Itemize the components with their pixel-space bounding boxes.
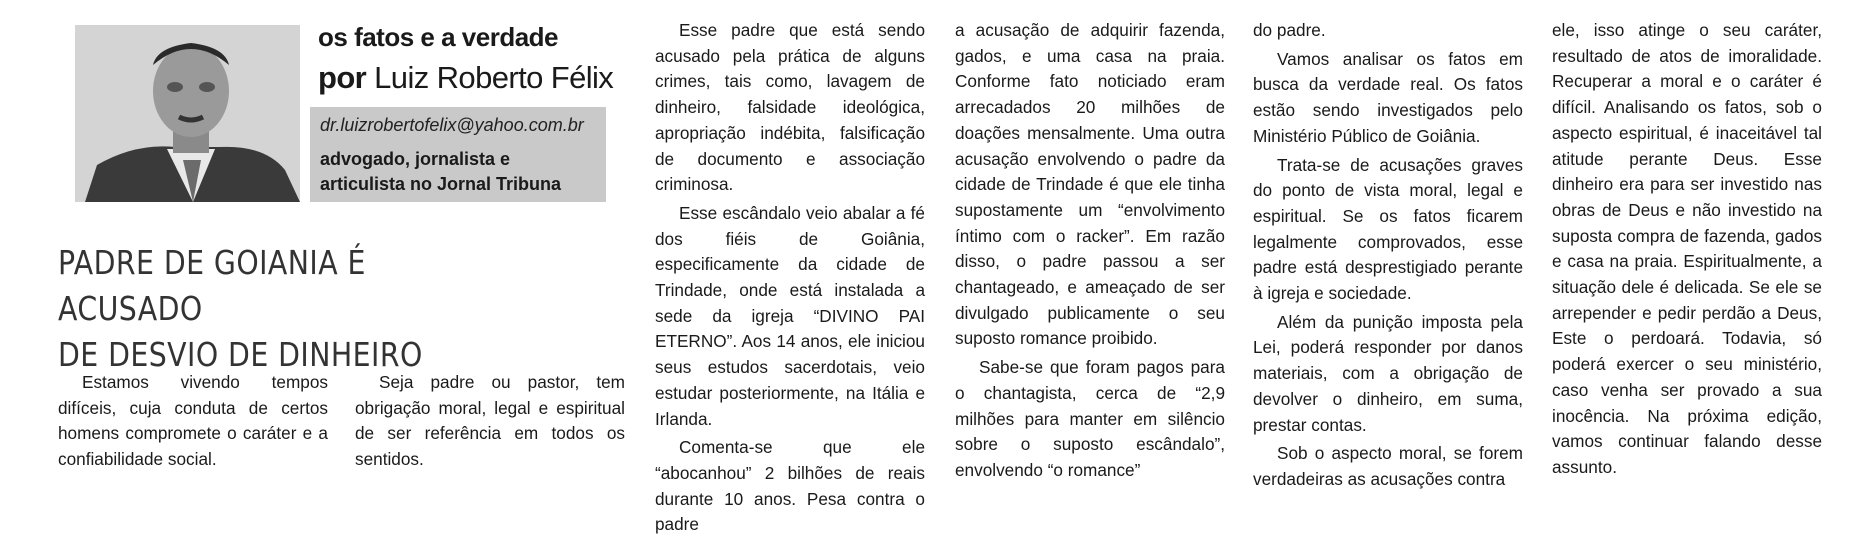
paragraph-continued: a acusação de adquirir fazenda, gados, e uma casa na praia. Conforme fato noticiado eram arrecadados 20 milhões de doações mensalmente. Uma outra acusação envolvendo o padre da cidade de Trindade é que ele tinha supostamente um “envolvimento íntimo com o racker”. Em razão disso, o padre passou a ser chantageado, e ameaçado de ser divulgado publicamente o seu suposto romance proibido. <box>955 20 1225 349</box>
author-email: dr.luizrobertofelix@yahoo.com.br <box>320 115 584 135</box>
byline <box>318 22 618 98</box>
headline-line: PADRE DE GOIANIA É ACUSADO <box>58 243 366 328</box>
text-column-4 <box>955 18 1225 487</box>
author-line <box>318 58 618 98</box>
author-role-line: articulista no Jornal Tribuna <box>320 174 562 194</box>
paragraph: Vamos analisar os fatos em busca da verdade real. Os fatos estão sendo investigados pelo Ministério Público de Goiânia. <box>1253 48 1523 146</box>
author-info-box <box>310 107 606 202</box>
article-headline <box>58 240 505 378</box>
author-role-line: advogado, jornalista e <box>320 149 511 169</box>
text-column-1 <box>58 370 328 476</box>
paragraph: Sob o aspecto moral, se forem verdadeiras as acusações contra <box>1253 443 1523 489</box>
paragraph: Além da punição imposta pela Lei, poderá responder por danos materiais, com a obrigação de devolver o dinheiro, em suma, prestar contas. <box>1253 311 1523 435</box>
headline-line: DE DESVIO DE DINHEIRO <box>58 335 423 374</box>
paragraph: Comenta-se que ele “abocanhou” 2 bilhões de reais durante 10 anos. Pesa contra o padre <box>655 437 925 535</box>
column-kicker: os fatos e a verdade <box>318 22 558 52</box>
paragraph: Seja padre ou pastor, tem obrigação moral, legal e espiritual de ser referência em todos os sentidos. <box>355 372 625 470</box>
paragraph-continued: do padre. <box>1253 20 1326 40</box>
author-name: Luiz Roberto Félix <box>374 60 614 95</box>
author-role <box>320 147 600 197</box>
author-photo <box>75 25 300 202</box>
text-column-5 <box>1253 18 1523 496</box>
paragraph: Esse escândalo veio abalar a fé dos fiéis de Goiânia, especificamente da cidade de Trindade, onde está instalada a sede da igreja “DIVINO PAI ETERNO”. Aos 14 anos, ele iniciou seus estudos sacerdotais, veio estudar posteriormente, na Itália e Irlanda. <box>655 202 925 429</box>
paragraph: Esse padre que está sendo acusado pela prática de alguns crimes, tais como, lavagem de dinheiro, falsidade ideológica, apropriação indébita, falsificação de documento e associação criminosa. <box>655 20 925 195</box>
author-portrait-image <box>75 25 300 202</box>
paragraph: Sabe-se que foram pagos para o chantagista, cerca de “2,9 milhões para manter em silêncio sobre o suposto escândalo”, envolvendo “o romance” <box>955 357 1225 480</box>
text-column-2 <box>355 370 625 476</box>
paragraph: Estamos vivendo tempos difíceis, cuja conduta de certos homens compromete o caráter e a confiabilidade social. <box>58 372 328 470</box>
paragraph-continued: ele, isso atinge o seu caráter, resultado de atos de imoralidade. Recuperar a moral e o caráter é difícil. Analisando os fatos, sob o aspecto espiritual, é inaceitável tal atitude perante Deus. Esse dinheiro era para ser investido nas obras de Deus e não investido na suposta compra de fazenda, gados e casa na praia. Espiritualmente, a situação dele é delicada. Se ele se arrepender e pedir perdão a Deus, Este o perdoará. Todavia, só poderá exercer o seu ministério, caso venha ser provado a sua inocência. Na próxima edição, vamos continuar falando desse assunto. <box>1552 20 1822 477</box>
text-column-3 <box>655 18 925 541</box>
paragraph: Trata-se de acusações graves do ponto de vista moral, legal e espiritual. Se os fatos ficarem legalmente comprovados, esse padre está desprestigiado perante à igreja e sociedade. <box>1253 154 1523 304</box>
author-prefix: por <box>318 60 367 95</box>
text-column-6 <box>1552 18 1822 484</box>
